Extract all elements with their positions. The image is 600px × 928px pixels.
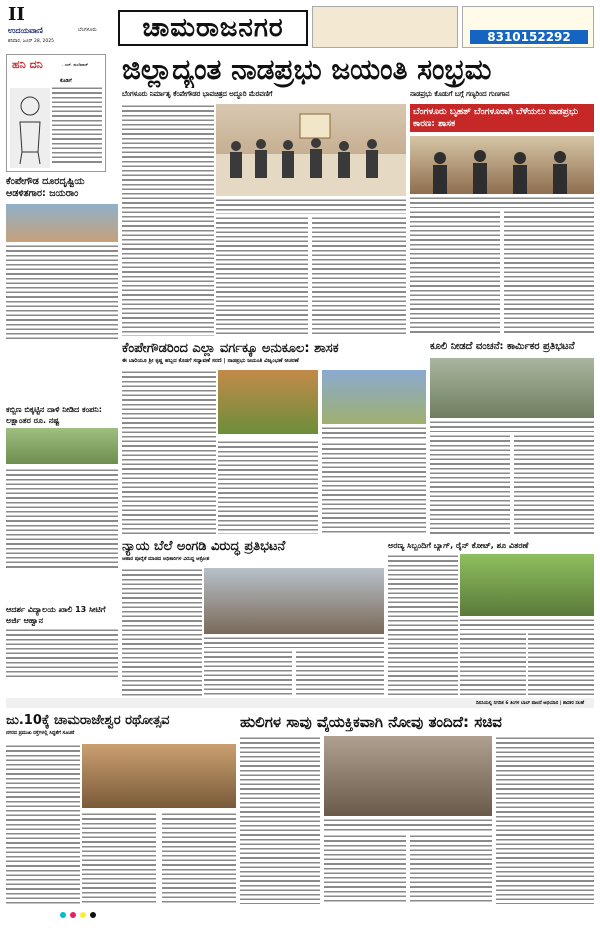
- paper-name: ಉದಯವಾಣಿ: [8, 26, 43, 35]
- article-body: [496, 736, 594, 904]
- article-body: [410, 834, 492, 904]
- protest-photo: [204, 568, 384, 634]
- page-number: II: [8, 4, 25, 25]
- kooli-headline: ಕೂಲಿ ನೀಡದೆ ವಂಚನೆ: ಕಾರ್ಮಿಕರ ಪ್ರತಿಭಟನೆ: [430, 341, 575, 352]
- article-body: [312, 216, 406, 336]
- article-body: [296, 650, 384, 696]
- second-headline: ಕೆಂಪೇಗೌಡರಿಂದ ಎಲ್ಲಾ ವರ್ಗಕ್ಕೂ ಅನುಕೂಲ: ಶಾಸಕ: [122, 341, 339, 356]
- photo-caption: [410, 196, 594, 208]
- photo-caption: [430, 420, 594, 432]
- registration-mark: [90, 912, 96, 918]
- photo-caption: [460, 618, 594, 630]
- article-body: [504, 210, 594, 336]
- photo-caption: [322, 426, 426, 440]
- bottom-banner: ದಿನಸಿಯಲ್ಲಿ ನಿಗದಿತ 6 ತಿಂಗಳ ಬಾಬ್ ಪಾಲನೆ ಅಭಿಯಾನ | ಶಾಸಕರ ಸಲಹೆ: [6, 698, 594, 708]
- kempegowda-headline: ಕೆಂಪೇಗೌಡ ದೂರದೃಷ್ಟಿಯ ಆಡಳಿತಗಾರ: ಜಯರಾಂ: [6, 176, 85, 199]
- meeting-photo: [82, 744, 236, 808]
- article-body: [430, 434, 510, 534]
- news-photo: [322, 370, 426, 424]
- article-body: [216, 216, 308, 336]
- registration-mark: [70, 912, 76, 918]
- protest-photo: [430, 358, 594, 418]
- article-body: [6, 468, 118, 568]
- news-photo: [6, 204, 118, 242]
- article-body: [6, 744, 80, 904]
- edition-city: ಬೆಂಗಳೂರು: [78, 27, 97, 33]
- procession-photo: [216, 104, 406, 196]
- hani-author: - ಎಚ್. ಡುಂಡಿರಾಜ್: [62, 62, 89, 67]
- article-body: [6, 244, 118, 340]
- hani-dani-logo: ಹನಿ ದನಿ: [12, 58, 43, 71]
- article-body: [528, 632, 594, 696]
- nyaya-subheadline: ಆಹಾರ ಪೂರೈಕೆ ಮಾಡದ ಅಧಿಕಾರಿಗಳ ವಿರುದ್ಧ ಆಕ್ರೋಶ: [122, 556, 210, 562]
- article-body: [122, 370, 216, 534]
- article-body: [122, 104, 214, 336]
- news-photo: [218, 370, 318, 434]
- minister-photo: [324, 736, 492, 816]
- article-body: [122, 568, 202, 696]
- edition-date: ಶನಿವಾರ, ಜೂನ್ 28, 2025: [8, 39, 55, 44]
- hani-poem: [52, 86, 102, 166]
- article-body: [162, 812, 236, 904]
- rathotsava-headline: ಜು.10ಕ್ಕೆ ಚಾಮರಾಜೇಶ್ವರ ರಥೋತ್ಸವ: [6, 713, 170, 728]
- article-body: [388, 554, 458, 696]
- aranya-headline: ಅರಣ್ಯ ಸಿಬ್ಬಂದಿಗೆ ಬ್ಯಾಗ್, ರೈನ್ ಕೋಟ್, ಶೂ ವಿತರಣೆ: [388, 541, 529, 550]
- hani-heading: ಕೊಡಿಗೆ: [60, 78, 72, 84]
- section-title: ಚಾಮರಾಜನಗರ: [118, 10, 308, 46]
- news-photo: [410, 136, 594, 194]
- registration-mark: [80, 912, 86, 918]
- nyaya-headline: ನ್ಯಾಯ ಬೆಲೆ ಅಂಗಡಿ ವಿರುದ್ಧ ಪ್ರತಿಭಟನೆ: [122, 539, 286, 554]
- article-body: [324, 834, 406, 904]
- advertisement: [312, 6, 458, 48]
- huli-headline: ಹುಲಿಗಳ ಸಾವು ವೈಯಕ್ತಿಕವಾಗಿ ನೋವು ತಂದಿದೆ: ಸಚಿವ: [240, 713, 502, 731]
- ad-phone-number: 8310152292: [470, 30, 588, 44]
- photo-caption: [216, 198, 406, 214]
- bbmp-headline: ಬೆಂಗಳೂರು ಬೃಹತ್ ಬೆಂಗಳೂರಾಗಿ ಬೆಳೆಯಲು ನಾಡಪ್ರಭು ಕಾರಣ: ಶಾಸಕ: [410, 104, 594, 132]
- lead-subheadline-right: ನಾಡಪ್ರಭು ಕೊಡುಗೆ ಬಗ್ಗೆ ಗಣ್ಯರಿಂದ ಗುಣಗಾನ: [410, 90, 510, 98]
- photo-caption: [204, 636, 384, 648]
- article-body: [6, 628, 118, 678]
- cartoon-illustration: [10, 88, 50, 168]
- lead-subheadline: ಬೆಂಗಳೂರು ನಿರ್ಮಾತೃ ಕೆಂಪೇಗೌಡರ ಭಾವಚಿತ್ರದ ಅದ್ಧೂರಿ ಮೆರವಣಿಗೆ: [122, 90, 273, 98]
- article-body: [82, 812, 156, 904]
- article-body: [460, 632, 526, 696]
- article-body: [218, 440, 318, 534]
- rathotsava-subheadline: ನಗರದ ಪ್ರಮುಖ ರಸ್ತೆಗಳಲ್ಲಿ ಸಿದ್ಧತೆಗೆ ಸೂಚನೆ: [6, 731, 75, 736]
- kabbu-headline: ಕಬ್ಬಿಣ ಬಿಕ್ಕಟ್ಟಿನ ದಾಳಿ ನೀಡಿದ ಕಂಪನಿ: ಲಕ್ಷಾಂತರ ರೂ. ನಷ್ಟ: [6, 405, 102, 425]
- second-subheadline: ಈ ಬಾರಿಯೂ ಶ್ರೀ ಕೃಷ್ಣ ಹಬ್ಬದ ಕೊಡಗೆ ಸದ್ಯಾವಣೆ ಸರಣಿ | ನಾಡಪ್ರಭು ಜಯಂತಿ ವಿಜೃಂಭಣೆ ಆಚರಣೆ: [122, 358, 299, 364]
- photo-caption: [324, 818, 492, 832]
- article-body: [514, 434, 594, 534]
- article-body: [322, 442, 426, 534]
- article-body: [240, 736, 320, 904]
- news-photo: [460, 554, 594, 616]
- adarsha-headline: ಆದರ್ಶ ವಿದ್ಯಾಲಯ ಖಾಲಿ 13 ಸೀಟಿಗೆ ಅರ್ಜಿ ಆಹ್ವಾನ: [6, 605, 106, 625]
- article-body: [410, 210, 500, 336]
- lead-headline: ಜಿಲ್ಲಾದ್ಯಂತ ನಾಡಪ್ರಭು ಜಯಂತಿ ಸಂಭ್ರಮ: [122, 53, 492, 86]
- news-photo: [6, 428, 118, 464]
- article-body: [204, 650, 292, 696]
- registration-mark: [60, 912, 66, 918]
